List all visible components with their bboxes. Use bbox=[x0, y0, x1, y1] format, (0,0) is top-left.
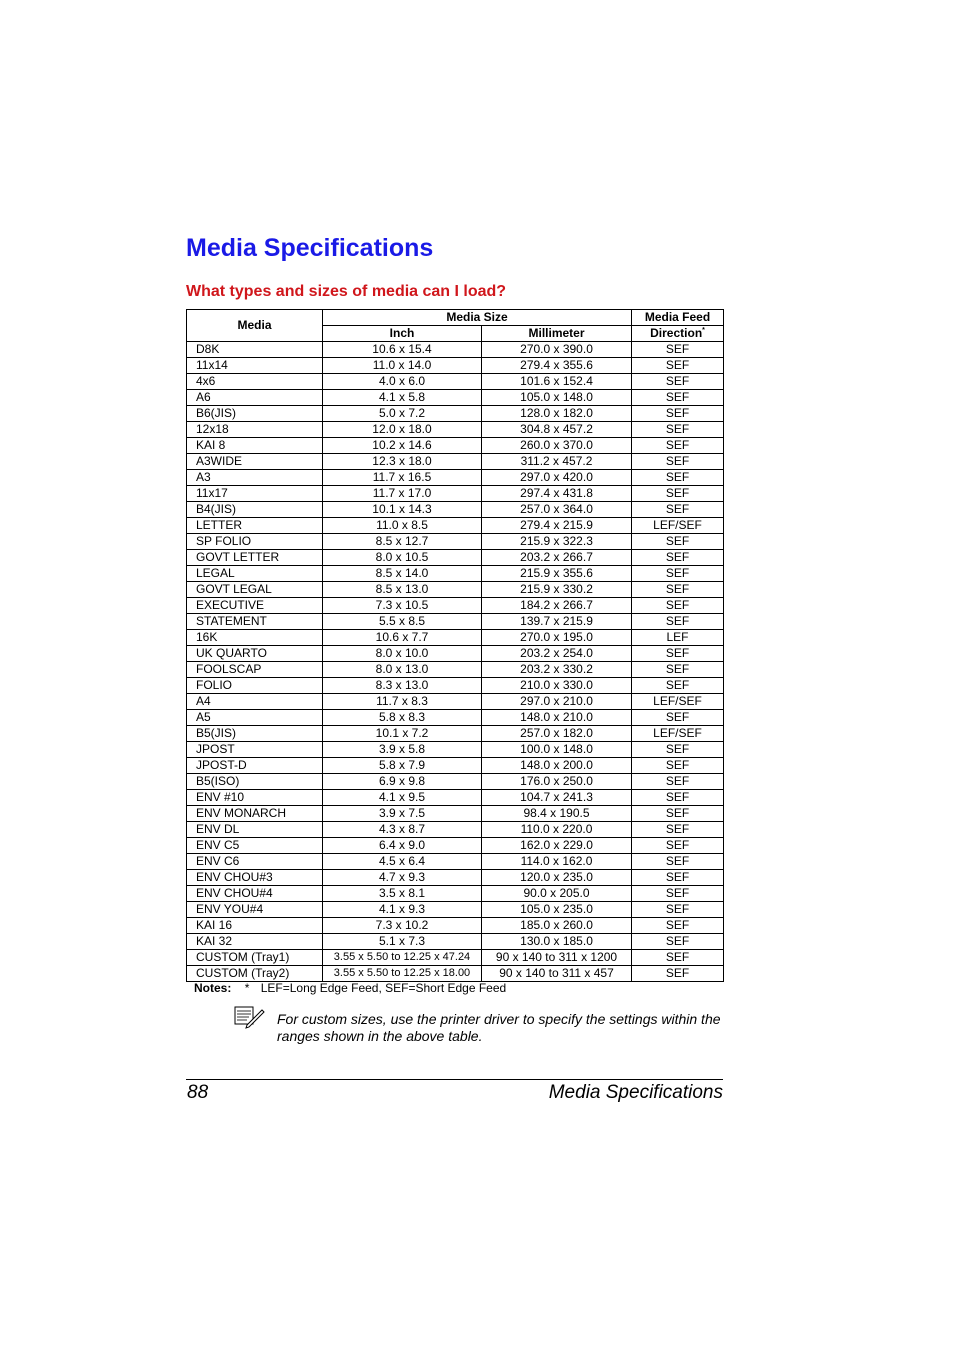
cell-millimeter: 100.0 x 148.0 bbox=[482, 742, 632, 758]
cell-feed-direction: SEF bbox=[632, 790, 724, 806]
table-row bbox=[187, 630, 724, 646]
cell-millimeter: 90.0 x 205.0 bbox=[482, 886, 632, 902]
cell-inch: 11.0 x 14.0 bbox=[323, 358, 482, 374]
notes-label: Notes: bbox=[194, 981, 232, 995]
cell-feed-direction: SEF bbox=[632, 470, 724, 486]
cell-feed-direction: SEF bbox=[632, 342, 724, 358]
cell-feed-direction: SEF bbox=[632, 918, 724, 934]
cell-inch: 8.3 x 13.0 bbox=[323, 678, 482, 694]
cell-millimeter: 304.8 x 457.2 bbox=[482, 422, 632, 438]
cell-media: ENV CHOU#4 bbox=[187, 886, 323, 902]
table-row bbox=[187, 694, 724, 710]
cell-millimeter: 257.0 x 182.0 bbox=[482, 726, 632, 742]
cell-media: KAI 32 bbox=[187, 934, 323, 950]
cell-inch: 6.9 x 9.8 bbox=[323, 774, 482, 790]
cell-millimeter: 130.0 x 185.0 bbox=[482, 934, 632, 950]
cell-millimeter: 148.0 x 200.0 bbox=[482, 758, 632, 774]
cell-inch: 3.9 x 5.8 bbox=[323, 742, 482, 758]
cell-media: 11x17 bbox=[187, 486, 323, 502]
cell-inch: 8.5 x 14.0 bbox=[323, 566, 482, 582]
table-row bbox=[187, 934, 724, 950]
cell-inch: 10.1 x 7.2 bbox=[323, 726, 482, 742]
table-row bbox=[187, 918, 724, 934]
cell-inch: 3.5 x 8.1 bbox=[323, 886, 482, 902]
cell-media: ENV MONARCH bbox=[187, 806, 323, 822]
cell-feed-direction: SEF bbox=[632, 934, 724, 950]
table-row bbox=[187, 614, 724, 630]
table-row bbox=[187, 550, 724, 566]
cell-millimeter: 270.0 x 195.0 bbox=[482, 630, 632, 646]
cell-feed-direction: SEF bbox=[632, 614, 724, 630]
cell-feed-direction: SEF bbox=[632, 534, 724, 550]
cell-inch: 8.5 x 13.0 bbox=[323, 582, 482, 598]
cell-inch: 4.3 x 8.7 bbox=[323, 822, 482, 838]
header-inch: Inch bbox=[323, 326, 482, 342]
cell-inch: 3.55 x 5.50 to 12.25 x 47.24 bbox=[323, 950, 482, 966]
cell-media: GOVT LETTER bbox=[187, 550, 323, 566]
cell-inch: 10.6 x 7.7 bbox=[323, 630, 482, 646]
cell-inch: 8.5 x 12.7 bbox=[323, 534, 482, 550]
cell-millimeter: 105.0 x 148.0 bbox=[482, 390, 632, 406]
cell-millimeter: 215.9 x 322.3 bbox=[482, 534, 632, 550]
cell-feed-direction: SEF bbox=[632, 966, 724, 982]
table-row bbox=[187, 406, 724, 422]
cell-millimeter: 297.0 x 210.0 bbox=[482, 694, 632, 710]
cell-inch: 3.55 x 5.50 to 12.25 x 18.00 bbox=[323, 966, 482, 982]
table-row bbox=[187, 342, 724, 358]
table-row bbox=[187, 790, 724, 806]
cell-feed-direction: SEF bbox=[632, 806, 724, 822]
cell-media: B6(JIS) bbox=[187, 406, 323, 422]
cell-media: 16K bbox=[187, 630, 323, 646]
cell-millimeter: 90 x 140 to 311 x 1200 bbox=[482, 950, 632, 966]
cell-media: LEGAL bbox=[187, 566, 323, 582]
footnote-marker: * bbox=[702, 327, 705, 334]
cell-millimeter: 260.0 x 370.0 bbox=[482, 438, 632, 454]
cell-media: FOLIO bbox=[187, 678, 323, 694]
cell-millimeter: 114.0 x 162.0 bbox=[482, 854, 632, 870]
table-row bbox=[187, 422, 724, 438]
cell-millimeter: 203.2 x 254.0 bbox=[482, 646, 632, 662]
cell-millimeter: 162.0 x 229.0 bbox=[482, 838, 632, 854]
notes-marker: * bbox=[244, 981, 250, 995]
cell-inch: 10.2 x 14.6 bbox=[323, 438, 482, 454]
cell-inch: 3.9 x 7.5 bbox=[323, 806, 482, 822]
cell-feed-direction: SEF bbox=[632, 822, 724, 838]
cell-millimeter: 279.4 x 215.9 bbox=[482, 518, 632, 534]
table-row bbox=[187, 662, 724, 678]
cell-millimeter: 203.2 x 330.2 bbox=[482, 662, 632, 678]
cell-feed-direction: LEF/SEF bbox=[632, 726, 724, 742]
header-feed-direction: Direction bbox=[650, 326, 703, 340]
cell-feed-direction: SEF bbox=[632, 678, 724, 694]
cell-inch: 5.8 x 8.3 bbox=[323, 710, 482, 726]
table-row bbox=[187, 774, 724, 790]
cell-millimeter: 176.0 x 250.0 bbox=[482, 774, 632, 790]
cell-inch: 5.0 x 7.2 bbox=[323, 406, 482, 422]
cell-media: JPOST-D bbox=[187, 758, 323, 774]
cell-inch: 8.0 x 13.0 bbox=[323, 662, 482, 678]
cell-millimeter: 210.0 x 330.0 bbox=[482, 678, 632, 694]
cell-inch: 5.8 x 7.9 bbox=[323, 758, 482, 774]
cell-media: LETTER bbox=[187, 518, 323, 534]
cell-feed-direction: SEF bbox=[632, 870, 724, 886]
table-row bbox=[187, 678, 724, 694]
table-row bbox=[187, 582, 724, 598]
cell-media: JPOST bbox=[187, 742, 323, 758]
cell-media: ENV CHOU#3 bbox=[187, 870, 323, 886]
table-row bbox=[187, 566, 724, 582]
table-row bbox=[187, 390, 724, 406]
cell-feed-direction: SEF bbox=[632, 854, 724, 870]
cell-inch: 11.7 x 8.3 bbox=[323, 694, 482, 710]
cell-inch: 4.1 x 5.8 bbox=[323, 390, 482, 406]
table-row bbox=[187, 518, 724, 534]
cell-media: CUSTOM (Tray2) bbox=[187, 966, 323, 982]
cell-inch: 10.6 x 15.4 bbox=[323, 342, 482, 358]
table-row bbox=[187, 854, 724, 870]
table-row bbox=[187, 966, 724, 982]
table-row bbox=[187, 486, 724, 502]
cell-feed-direction: SEF bbox=[632, 566, 724, 582]
table-row bbox=[187, 742, 724, 758]
table-row bbox=[187, 870, 724, 886]
cell-media: B4(JIS) bbox=[187, 502, 323, 518]
table-row bbox=[187, 374, 724, 390]
cell-media: ENV C5 bbox=[187, 838, 323, 854]
cell-millimeter: 311.2 x 457.2 bbox=[482, 454, 632, 470]
cell-feed-direction: SEF bbox=[632, 598, 724, 614]
table-row bbox=[187, 470, 724, 486]
table-row bbox=[187, 950, 724, 966]
cell-media: B5(ISO) bbox=[187, 774, 323, 790]
cell-millimeter: 279.4 x 355.6 bbox=[482, 358, 632, 374]
header-media: Media bbox=[187, 310, 323, 342]
cell-feed-direction: LEF/SEF bbox=[632, 694, 724, 710]
header-millimeter: Millimeter bbox=[482, 326, 632, 342]
cell-inch: 12.3 x 18.0 bbox=[323, 454, 482, 470]
cell-inch: 4.1 x 9.5 bbox=[323, 790, 482, 806]
cell-inch: 4.5 x 6.4 bbox=[323, 854, 482, 870]
cell-millimeter: 104.7 x 241.3 bbox=[482, 790, 632, 806]
cell-feed-direction: SEF bbox=[632, 710, 724, 726]
footer-rule bbox=[186, 1079, 723, 1080]
table-row bbox=[187, 646, 724, 662]
cell-inch: 7.3 x 10.5 bbox=[323, 598, 482, 614]
cell-media: 4x6 bbox=[187, 374, 323, 390]
page-title: Media Specifications bbox=[186, 234, 434, 262]
cell-feed-direction: SEF bbox=[632, 486, 724, 502]
media-spec-table bbox=[186, 309, 724, 982]
cell-millimeter: 257.0 x 364.0 bbox=[482, 502, 632, 518]
cell-feed-direction: SEF bbox=[632, 646, 724, 662]
cell-media: KAI 8 bbox=[187, 438, 323, 454]
cell-millimeter: 139.7 x 215.9 bbox=[482, 614, 632, 630]
memo-text: For custom sizes, use the printer driver to specify the settings within the ranges shown in the above table. bbox=[277, 1011, 721, 1044]
cell-feed-direction: SEF bbox=[632, 742, 724, 758]
cell-feed-direction: SEF bbox=[632, 950, 724, 966]
table-notes bbox=[194, 981, 506, 995]
table-row bbox=[187, 886, 724, 902]
cell-millimeter: 184.2 x 266.7 bbox=[482, 598, 632, 614]
media-spec-rows bbox=[187, 342, 724, 982]
table-row bbox=[187, 438, 724, 454]
cell-millimeter: 297.0 x 420.0 bbox=[482, 470, 632, 486]
table-row bbox=[187, 838, 724, 854]
cell-media: A4 bbox=[187, 694, 323, 710]
cell-millimeter: 120.0 x 235.0 bbox=[482, 870, 632, 886]
cell-feed-direction: SEF bbox=[632, 358, 724, 374]
cell-feed-direction: SEF bbox=[632, 454, 724, 470]
cell-millimeter: 148.0 x 210.0 bbox=[482, 710, 632, 726]
section-heading: What types and sizes of media can I load? bbox=[186, 283, 507, 300]
cell-inch: 4.1 x 9.3 bbox=[323, 902, 482, 918]
cell-media: 11x14 bbox=[187, 358, 323, 374]
cell-inch: 8.0 x 10.0 bbox=[323, 646, 482, 662]
cell-media: STATEMENT bbox=[187, 614, 323, 630]
cell-inch: 8.0 x 10.5 bbox=[323, 550, 482, 566]
cell-media: GOVT LEGAL bbox=[187, 582, 323, 598]
cell-feed-direction: SEF bbox=[632, 902, 724, 918]
table-row bbox=[187, 726, 724, 742]
cell-inch: 11.7 x 17.0 bbox=[323, 486, 482, 502]
cell-media: B5(JIS) bbox=[187, 726, 323, 742]
table-row bbox=[187, 358, 724, 374]
footer-section-title: Media Specifications bbox=[548, 1082, 723, 1103]
cell-media: A5 bbox=[187, 710, 323, 726]
cell-media: A3 bbox=[187, 470, 323, 486]
cell-millimeter: 128.0 x 182.0 bbox=[482, 406, 632, 422]
cell-media: ENV C6 bbox=[187, 854, 323, 870]
notes-text: LEF=Long Edge Feed, SEF=Short Edge Feed bbox=[260, 981, 507, 995]
cell-feed-direction: SEF bbox=[632, 502, 724, 518]
cell-feed-direction: SEF bbox=[632, 550, 724, 566]
cell-feed-direction: SEF bbox=[632, 406, 724, 422]
cell-media: D8K bbox=[187, 342, 323, 358]
cell-feed-direction: LEF/SEF bbox=[632, 518, 724, 534]
table-row bbox=[187, 502, 724, 518]
cell-media: A3WIDE bbox=[187, 454, 323, 470]
cell-millimeter: 98.4 x 190.5 bbox=[482, 806, 632, 822]
cell-millimeter: 90 x 140 to 311 x 457 bbox=[482, 966, 632, 982]
cell-feed-direction: SEF bbox=[632, 422, 724, 438]
cell-millimeter: 215.9 x 330.2 bbox=[482, 582, 632, 598]
cell-inch: 4.7 x 9.3 bbox=[323, 870, 482, 886]
cell-feed-direction: SEF bbox=[632, 662, 724, 678]
cell-millimeter: 105.0 x 235.0 bbox=[482, 902, 632, 918]
cell-inch: 7.3 x 10.2 bbox=[323, 918, 482, 934]
cell-inch: 5.5 x 8.5 bbox=[323, 614, 482, 630]
cell-media: CUSTOM (Tray1) bbox=[187, 950, 323, 966]
cell-millimeter: 297.4 x 431.8 bbox=[482, 486, 632, 502]
cell-feed-direction: SEF bbox=[632, 582, 724, 598]
header-feed-line1: Media Feed bbox=[632, 310, 724, 326]
cell-inch: 6.4 x 9.0 bbox=[323, 838, 482, 854]
cell-media: SP FOLIO bbox=[187, 534, 323, 550]
cell-media: A6 bbox=[187, 390, 323, 406]
cell-media: ENV #10 bbox=[187, 790, 323, 806]
table-row bbox=[187, 710, 724, 726]
cell-feed-direction: LEF bbox=[632, 630, 724, 646]
cell-inch: 11.0 x 8.5 bbox=[323, 518, 482, 534]
cell-media: UK QUARTO bbox=[187, 646, 323, 662]
cell-millimeter: 185.0 x 260.0 bbox=[482, 918, 632, 934]
table-row bbox=[187, 822, 724, 838]
table-row bbox=[187, 806, 724, 822]
header-feed-line2 bbox=[632, 326, 724, 342]
table-row bbox=[187, 902, 724, 918]
table-row bbox=[187, 454, 724, 470]
cell-media: EXECUTIVE bbox=[187, 598, 323, 614]
cell-millimeter: 203.2 x 266.7 bbox=[482, 550, 632, 566]
cell-feed-direction: SEF bbox=[632, 774, 724, 790]
cell-feed-direction: SEF bbox=[632, 390, 724, 406]
cell-feed-direction: SEF bbox=[632, 838, 724, 854]
cell-inch: 11.7 x 16.5 bbox=[323, 470, 482, 486]
cell-media: ENV YOU#4 bbox=[187, 902, 323, 918]
cell-feed-direction: SEF bbox=[632, 758, 724, 774]
cell-media: 12x18 bbox=[187, 422, 323, 438]
cell-feed-direction: SEF bbox=[632, 374, 724, 390]
cell-millimeter: 215.9 x 355.6 bbox=[482, 566, 632, 582]
table-row bbox=[187, 758, 724, 774]
cell-inch: 4.0 x 6.0 bbox=[323, 374, 482, 390]
cell-feed-direction: SEF bbox=[632, 438, 724, 454]
cell-feed-direction: SEF bbox=[632, 886, 724, 902]
table-row bbox=[187, 534, 724, 550]
cell-millimeter: 101.6 x 152.4 bbox=[482, 374, 632, 390]
cell-media: KAI 16 bbox=[187, 918, 323, 934]
header-media-size: Media Size bbox=[323, 310, 632, 326]
memo-pencil-icon bbox=[233, 1005, 265, 1029]
cell-media: FOOLSCAP bbox=[187, 662, 323, 678]
page-number: 88 bbox=[187, 1082, 209, 1103]
cell-inch: 10.1 x 14.3 bbox=[323, 502, 482, 518]
table-row bbox=[187, 598, 724, 614]
cell-millimeter: 270.0 x 390.0 bbox=[482, 342, 632, 358]
cell-inch: 5.1 x 7.3 bbox=[323, 934, 482, 950]
cell-millimeter: 110.0 x 220.0 bbox=[482, 822, 632, 838]
cell-inch: 12.0 x 18.0 bbox=[323, 422, 482, 438]
cell-media: ENV DL bbox=[187, 822, 323, 838]
